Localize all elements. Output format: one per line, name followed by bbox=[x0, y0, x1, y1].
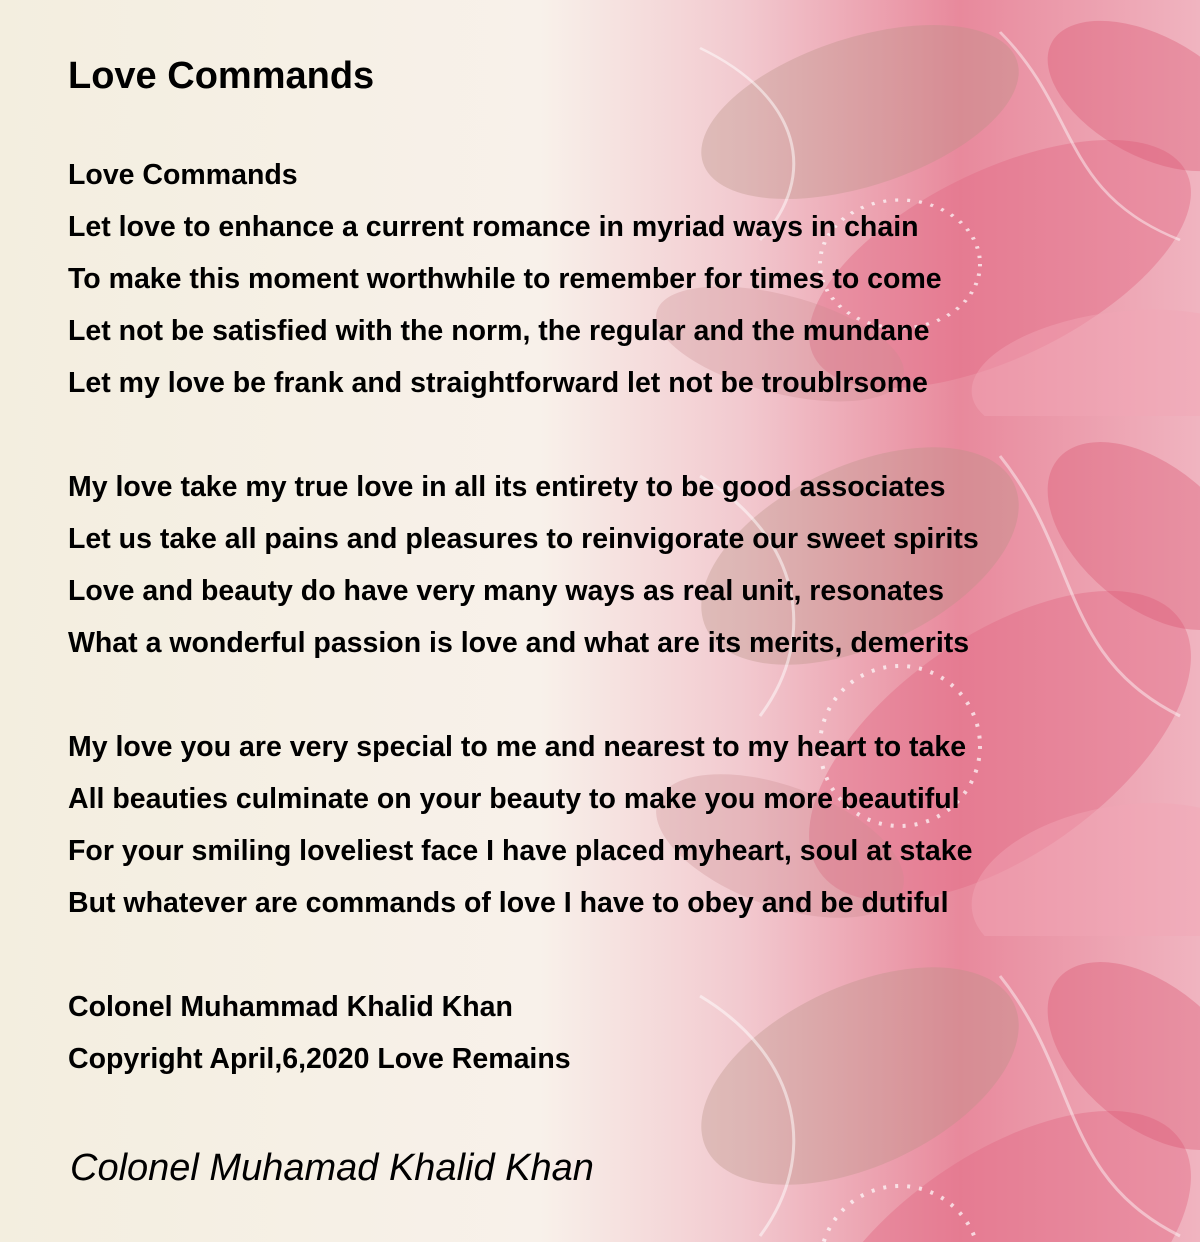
author-signature: Colonel Muhamad Khalid Khan bbox=[70, 1147, 594, 1189]
poem-line: Love and beauty do have very many ways as real unit, resonates bbox=[68, 575, 944, 607]
poem-line: Love Commands bbox=[68, 159, 298, 191]
stanza-break bbox=[68, 669, 979, 721]
poem-line: Let not be satisfied with the norm, the regular and the mundane bbox=[68, 315, 930, 347]
poem-line: All beauties culminate on your beauty to make you more beautiful bbox=[68, 783, 960, 815]
poem-line: My love take my true love in all its entirety to be good associates bbox=[68, 471, 946, 503]
poem-line: Let my love be frank and straightforward let not be troublrsome bbox=[68, 367, 928, 399]
poem-title: Love Commands bbox=[68, 55, 375, 97]
poem-line: My love you are very special to me and nearest to my heart to take bbox=[68, 731, 967, 763]
stanza-break bbox=[68, 409, 979, 461]
stanza-break bbox=[68, 929, 979, 981]
poem-line: To make this moment worthwhile to remember for times to come bbox=[68, 263, 942, 295]
poem-line: What a wonderful passion is love and what are its merits, demerits bbox=[68, 627, 970, 659]
poem-line: Let us take all pains and pleasures to reinvigorate our sweet spirits bbox=[68, 523, 979, 555]
poem-line: For your smiling loveliest face I have placed myheart, soul at stake bbox=[68, 835, 973, 867]
poem-line: Let love to enhance a current romance in myriad ways in chain bbox=[68, 211, 919, 243]
poem-line: But whatever are commands of love I have to obey and be dutiful bbox=[68, 887, 949, 919]
poem-author-line: Colonel Muhammad Khalid Khan bbox=[68, 991, 513, 1023]
poem-copyright-line: Copyright April,6,2020 Love Remains bbox=[68, 1043, 571, 1075]
poem-body bbox=[68, 149, 979, 1085]
